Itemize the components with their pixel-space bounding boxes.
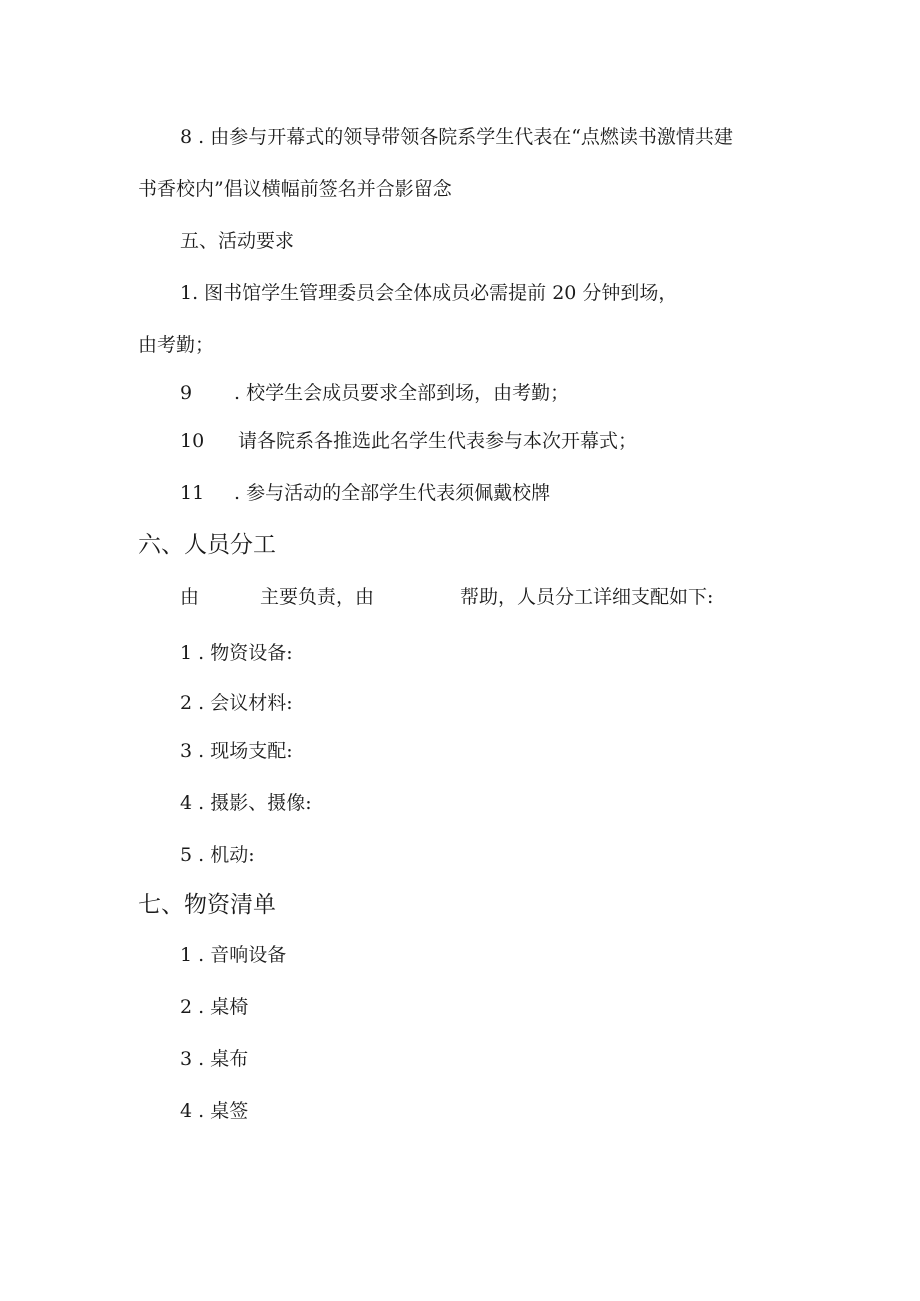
assignment-2: 2 . 会议材料: xyxy=(180,692,293,714)
assignment-1: 1 . 物资设备: xyxy=(180,642,293,664)
material-3: 3 . 桌布 xyxy=(180,1048,249,1070)
material-4: 4 . 桌签 xyxy=(180,1100,249,1122)
assignment-4: 4 . 摄影、摄像: xyxy=(180,792,312,814)
division-lead-2: 主要负责，由 xyxy=(260,586,375,608)
requirement-9-number: 9 xyxy=(180,382,193,404)
requirement-11-text: . 参与活动的全部学生代表须佩戴校牌 xyxy=(234,482,551,504)
material-1: 1 . 音响设备 xyxy=(180,944,287,966)
division-lead-3: 帮助，人员分工详细支配如下: xyxy=(460,586,714,608)
requirement-1-line-2: 由考勤； xyxy=(138,334,215,356)
division-lead-1: 由 xyxy=(180,586,200,608)
requirement-9-text: . 校学生会成员要求全部到场，由考勤； xyxy=(234,382,570,404)
requirement-1-line-1: 1. 图书馆学生管理委员会全体成员必需提前 20 分钟到场， xyxy=(180,282,678,304)
section-7-heading: 七、物资清单 xyxy=(138,892,276,918)
section-6-heading: 六、人员分工 xyxy=(138,532,276,558)
assignment-3: 3 . 现场支配: xyxy=(180,740,293,762)
assignment-5: 5 . 机动: xyxy=(180,844,255,866)
item-8-line-2: 书香校内”倡议横幅前签名并合影留念 xyxy=(138,178,452,200)
section-5-heading: 五、活动要求 xyxy=(180,230,295,252)
item-8-line-1: 8 . 由参与开幕式的领导带领各院系学生代表在“点燃读书激情共建 xyxy=(180,126,733,148)
requirement-10-text: 请各院系各推选此名学生代表参与本次开幕式； xyxy=(238,430,638,452)
requirement-11-number: 11 xyxy=(180,482,205,504)
requirement-10-number: 10 xyxy=(180,430,205,452)
material-2: 2 . 桌椅 xyxy=(180,996,249,1018)
